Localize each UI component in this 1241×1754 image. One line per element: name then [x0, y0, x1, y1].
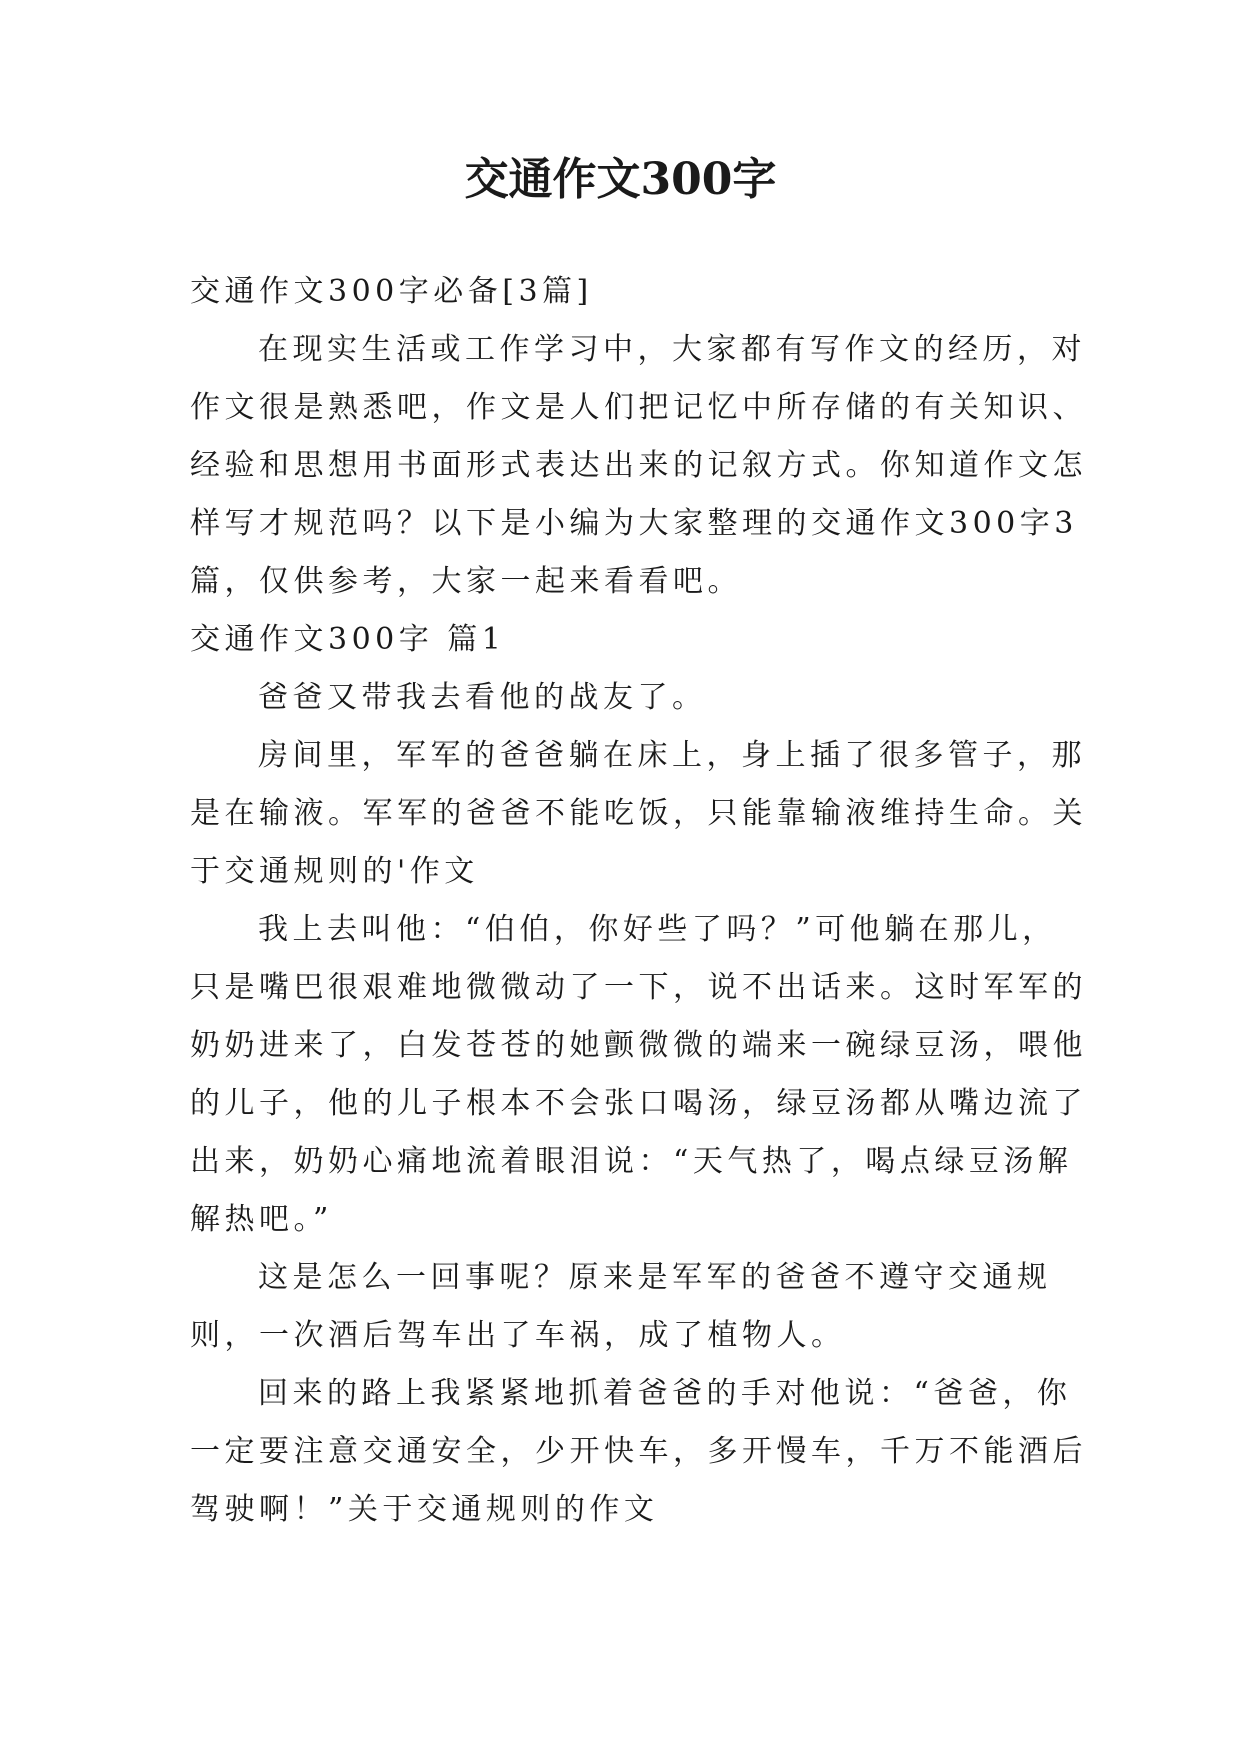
text-line: 一定要注意交通安全，少开快车，多开慢车，千万不能酒后 [190, 1434, 1087, 1469]
text-line: 经验和思想用书面形式表达出来的记叙方式。你知道作文怎 [190, 448, 1087, 483]
text-line: 爸爸又带我去看他的战友了。 [258, 680, 707, 715]
text-line: 于交通规则的'作文 [190, 854, 479, 889]
text-line: 交通作文300字 篇1 [190, 622, 506, 657]
text-line: 回来的路上我紧紧地抓着爸爸的手对他说：“爸爸，你 [258, 1376, 1072, 1411]
text-line: 的儿子，他的儿子根本不会张口喝汤，绿豆汤都从嘴边流了 [190, 1086, 1087, 1121]
text-line: 解热吧。” [190, 1202, 333, 1237]
text-line: 奶奶进来了，白发苍苍的她颤微微的端来一碗绿豆汤，喂他 [190, 1028, 1087, 1063]
text-line: 是在输液。军军的爸爸不能吃饭，只能靠输液维持生命。关 [190, 796, 1087, 831]
text-line: 在现实生活或工作学习中，大家都有写作文的经历，对 [258, 332, 1086, 367]
document-title: 交通作文300字 [464, 154, 777, 205]
text-line: 我上去叫他：“伯伯，你好些了吗？”可他躺在那儿， [258, 912, 1057, 947]
text-line: 则，一次酒后驾车出了车祸，成了植物人。 [190, 1318, 846, 1353]
text-line: 只是嘴巴很艰难地微微动了一下，说不出话来。这时军军的 [190, 970, 1087, 1005]
text-line: 篇，仅供参考，大家一起来看看吧。 [190, 564, 742, 599]
document-body [190, 263, 1087, 1539]
text-line: 房间里，军军的爸爸躺在床上，身上插了很多管子，那 [258, 738, 1086, 773]
text-line: 作文很是熟悉吧，作文是人们把记忆中所存储的有关知识、 [190, 390, 1087, 425]
text-line: 这是怎么一回事呢？原来是军军的爸爸不遵守交通规 [258, 1260, 1052, 1295]
text-line: 驾驶啊！”关于交通规则的作文 [190, 1492, 659, 1527]
text-line: 样写才规范吗？以下是小编为大家整理的交通作文300字3 [190, 506, 1078, 541]
text-line: 交通作文300字必备[3篇] [190, 274, 593, 309]
text-line: 出来，奶奶心痛地流着眼泪说：“天气热了，喝点绿豆汤解 [190, 1144, 1073, 1179]
